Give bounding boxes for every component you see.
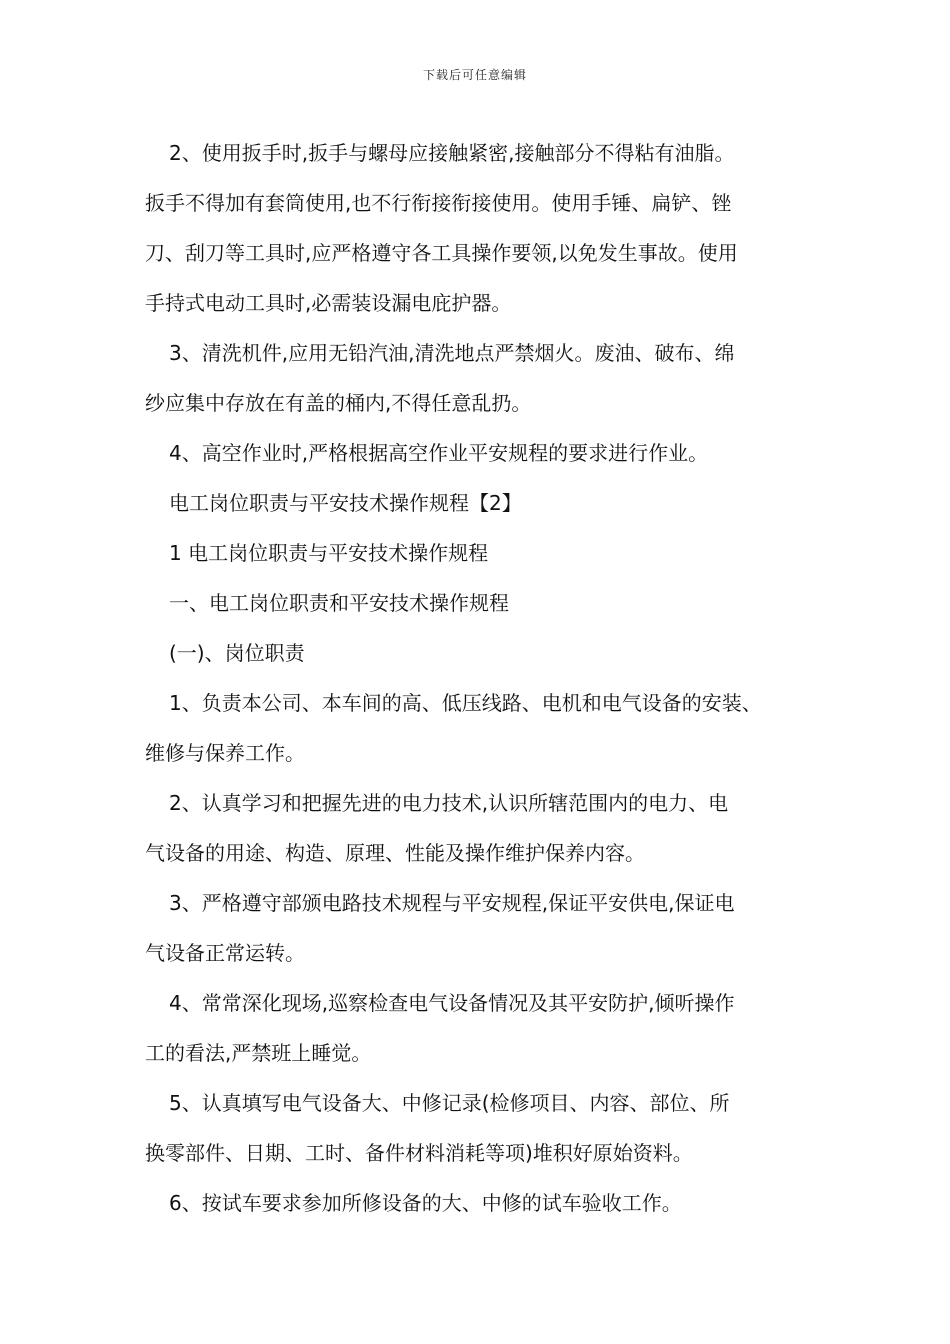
text-line: 扳手不得加有套筒使用,也不行衔接衔接使用。使用手锤、扁铲、锉 <box>145 191 732 215</box>
subsection-heading: 一、电工岗位职责和平安技术操作规程 <box>169 591 509 615</box>
text-line: 2、使用扳手时,扳手与螺母应接触紧密,接触部分不得粘有油脂。 <box>169 141 735 165</box>
text-line: 3、清洗机件,应用无铅汽油,清洗地点严禁烟火。废油、破布、绵 <box>169 341 735 365</box>
text-line: 1、负责本公司、本车间的高、低压线路、电机和电气设备的安装、 <box>169 691 762 715</box>
text-line: 4、常常深化现场,巡察检查电气设备情况及其平安防护,倾听操作 <box>169 991 735 1015</box>
text-line: 工的看法,严禁班上睡觉。 <box>145 1041 372 1065</box>
text-line: 2、认真学习和把握先进的电力技术,认识所辖范围内的电力、电 <box>169 791 729 815</box>
subsection-heading: 1 电工岗位职责与平安技术操作规程 <box>169 541 489 565</box>
section-heading: 电工岗位职责与平安技术操作规程【2】 <box>169 491 522 515</box>
text-line: 维修与保养工作。 <box>145 741 305 765</box>
page-header: 下载后可任意编辑 <box>422 68 527 82</box>
text-line: 6、按试车要求参加所修设备的大、中修的试车验收工作。 <box>169 1191 682 1215</box>
text-line: 气设备正常运转。 <box>145 941 305 965</box>
text-line: 手持式电动工具时,必需装设漏电庇护器。 <box>145 291 512 315</box>
text-line: 5、认真填写电气设备大、中修记录(检修项目、内容、部位、所 <box>169 1091 730 1115</box>
text-line: 气设备的用途、构造、原理、性能及操作维护保养内容。 <box>145 841 645 865</box>
text-line: 换零部件、日期、工时、备件材料消耗等项)堆积好原始资料。 <box>145 1141 693 1165</box>
subsection-heading: (一)、岗位职责 <box>169 641 305 665</box>
text-line: 4、高空作业时,严格根据高空作业平安规程的要求进行作业。 <box>169 441 709 465</box>
text-line: 刀、刮刀等工具时,应严格遵守各工具操作要领,以免发生事故。使用 <box>145 241 738 265</box>
text-line: 3、严格遵守部颁电路技术规程与平安规程,保证平安供电,保证电 <box>169 891 735 915</box>
document-body <box>145 128 815 1228</box>
text-line: 纱应集中存放在有盖的桶内,不得任意乱扔。 <box>145 391 532 415</box>
